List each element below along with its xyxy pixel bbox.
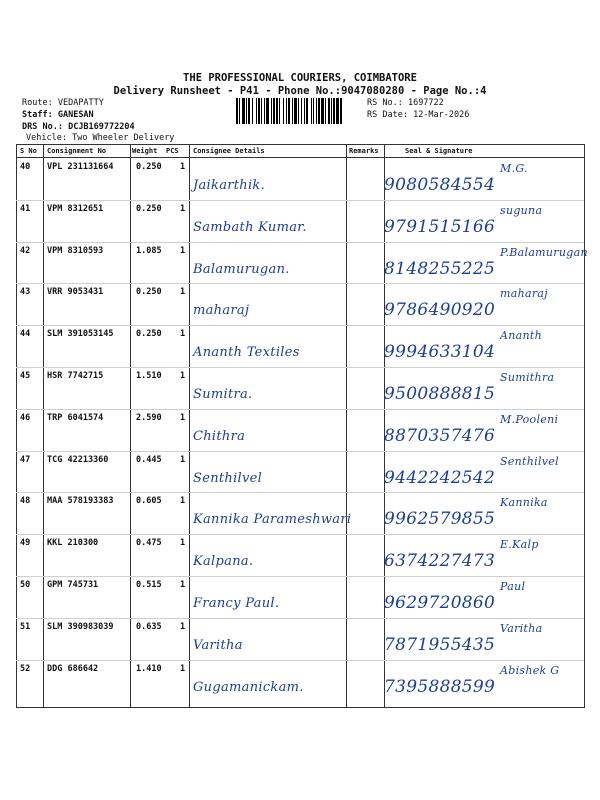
row-consignee-name: maharaj	[193, 303, 250, 319]
rs-date-line	[367, 110, 469, 120]
row-consignee-phone: 9994633104	[384, 342, 496, 363]
row-pcs: 1	[180, 496, 186, 507]
row-sno: 42	[20, 245, 31, 256]
row-consignee-name: Balamurugan.	[193, 261, 290, 277]
vehicle-line	[26, 133, 174, 143]
staff-label: Staff:	[22, 110, 53, 120]
table-bottom-border	[16, 707, 584, 708]
row-signature: Ananth	[500, 329, 542, 343]
row-consignee-phone: 8148255225	[384, 258, 496, 279]
row-consignment-no: VRR 9053431	[47, 287, 104, 298]
row-consignee-name: Sumitra.	[193, 387, 253, 402]
row-signature: Senthilvel	[500, 454, 559, 468]
col-header-consignee: Consignee Details	[193, 147, 265, 155]
row-pcs: 1	[180, 663, 186, 674]
col-divider	[43, 144, 44, 708]
row-weight: 1.510	[136, 371, 162, 381]
row-consignee-phone: 7871955435	[384, 634, 496, 655]
row-consignee-name: Chithra	[193, 428, 246, 444]
staff-value: GANESAN	[57, 110, 94, 120]
row-pcs: 1	[180, 454, 186, 465]
vehicle-value: Two Wheeler Delivery	[72, 133, 175, 143]
row-sno: 41	[20, 203, 31, 214]
row-consignee-phone: 9442242542	[384, 467, 496, 488]
row-consignment-no: SLM 391053145	[47, 329, 114, 340]
row-consignee-phone: 9500888815	[384, 384, 496, 404]
staff-line	[22, 110, 94, 120]
row-signature: Abishek G	[500, 663, 560, 677]
row-consignee-name: Francy Paul.	[193, 596, 280, 611]
row-signature: maharaj	[500, 287, 548, 301]
row-signature: Paul	[500, 580, 526, 593]
row-consignment-no: VPM 8310593	[47, 245, 104, 256]
row-weight: 1.085	[136, 245, 162, 256]
row-consignee-name: Senthilvel	[193, 470, 263, 486]
company-title: THE PROFESSIONAL COURIERS, COIMBATORE	[183, 72, 417, 84]
row-signature: Sumithra	[500, 371, 555, 384]
row-weight: 0.605	[136, 496, 162, 507]
runsheet-subtitle: Delivery Runsheet - P41 - Phone No.:9047080280 - Page No.:4	[113, 85, 487, 97]
row-consignee-name: Sambath Kumar.	[193, 219, 307, 235]
row-sno: 46	[20, 412, 31, 423]
row-sno: 40	[20, 162, 31, 172]
row-divider	[16, 576, 584, 577]
route-label: Route:	[22, 98, 53, 108]
col-header-consignment: Consignment No	[47, 147, 107, 155]
row-consignment-no: TCG 42213360	[47, 454, 109, 465]
row-sno: 43	[20, 287, 31, 298]
row-consignment-no: HSR 7742715	[47, 371, 104, 381]
row-consignee-phone: 6374227473	[384, 551, 496, 572]
row-pcs: 1	[180, 203, 186, 214]
row-consignee-phone: 8870357476	[384, 425, 496, 446]
row-pcs: 1	[180, 621, 186, 632]
row-weight: 0.635	[136, 621, 162, 632]
row-consignee-name: Ananth Textiles	[193, 345, 300, 361]
row-pcs: 1	[180, 245, 186, 256]
col-header-seal: Seal & Signature	[405, 147, 473, 155]
row-consignee-name: Varitha	[193, 637, 243, 653]
row-sno: 50	[20, 580, 31, 590]
row-signature: suguna	[500, 203, 543, 217]
row-consignee-phone: 9962579855	[384, 509, 496, 530]
col-header-weight: Weight	[132, 147, 158, 155]
row-consignee-phone: 9629720860	[384, 593, 496, 613]
col-divider	[189, 144, 190, 708]
route-line	[22, 98, 104, 108]
row-divider	[16, 451, 584, 452]
row-sno: 49	[20, 538, 31, 549]
row-consignee-phone: 9791515166	[384, 216, 496, 237]
row-sno: 44	[20, 329, 31, 340]
drs-value: DCJB169772204	[68, 122, 135, 132]
row-divider	[16, 200, 584, 201]
rs-no-label: RS No.:	[367, 98, 403, 108]
row-signature: Varitha	[500, 621, 543, 635]
row-pcs: 1	[180, 412, 186, 423]
row-weight: 0.475	[136, 538, 162, 549]
row-weight: 0.445	[136, 454, 162, 465]
row-divider	[16, 534, 584, 535]
row-pcs: 1	[180, 162, 186, 172]
row-sno: 45	[20, 371, 31, 381]
row-consignee-phone: 7395888599	[384, 676, 496, 697]
row-consignee-phone: 9786490920	[384, 300, 496, 321]
col-header-pcs: PCS	[166, 147, 179, 155]
row-divider	[16, 367, 584, 368]
col-divider	[16, 144, 17, 708]
row-signature: E.Kalp	[500, 538, 539, 552]
row-consignee-name: Gugamanickam.	[193, 679, 304, 695]
row-weight: 2.590	[136, 412, 162, 423]
row-consignment-no: VPL 231131664	[47, 162, 114, 172]
drs-label: DRS No.:	[22, 122, 63, 132]
route-value: VEDAPATTY	[57, 98, 104, 108]
table-header-border	[16, 157, 584, 158]
row-consignment-no: VPM 8312651	[47, 203, 104, 214]
row-sno: 52	[20, 663, 31, 674]
row-consignee-name: Kalpana.	[193, 554, 254, 570]
row-divider	[16, 660, 584, 661]
col-divider	[130, 144, 131, 708]
row-weight: 0.250	[136, 162, 162, 172]
row-signature: P.Balamurugan	[500, 245, 588, 259]
rs-no-line	[367, 98, 444, 108]
col-header-sno: S No	[20, 147, 37, 155]
row-divider	[16, 283, 584, 284]
row-divider	[16, 618, 584, 619]
row-signature: M.G.	[500, 162, 528, 175]
table-top-border	[16, 144, 584, 145]
row-consignment-no: TRP 6041574	[47, 412, 104, 423]
row-consignment-no: GPM 745731	[47, 580, 99, 590]
col-divider	[584, 144, 585, 708]
col-header-remarks: Remarks	[349, 147, 379, 155]
row-divider	[16, 409, 584, 410]
row-consignment-no: DDG 686642	[47, 663, 99, 674]
row-weight: 0.250	[136, 287, 162, 298]
row-pcs: 1	[180, 371, 186, 381]
row-weight: 0.250	[136, 203, 162, 214]
row-consignment-no: SLM 390983039	[47, 621, 114, 632]
row-weight: 0.250	[136, 329, 162, 340]
row-divider	[16, 492, 584, 493]
row-divider	[16, 325, 584, 326]
row-consignee-name: Jaikarthik.	[193, 178, 266, 193]
rs-date-value: 12-Mar-2026	[413, 110, 470, 120]
row-pcs: 1	[180, 580, 186, 590]
rs-date-label: RS Date:	[367, 110, 408, 120]
row-divider	[16, 242, 584, 243]
row-consignee-phone: 9080584554	[384, 175, 496, 195]
row-consignee-name: Kannika Parameshwari	[193, 512, 352, 528]
row-signature: M.Pooleni	[500, 412, 559, 426]
row-signature: Kannika	[500, 496, 548, 510]
row-weight: 1.410	[136, 663, 162, 674]
drs-line	[22, 122, 135, 132]
row-sno: 48	[20, 496, 31, 507]
row-consignment-no: MAA 578193383	[47, 496, 114, 507]
row-pcs: 1	[180, 538, 186, 549]
row-sno: 47	[20, 454, 31, 465]
vehicle-label: Vehicle:	[26, 133, 67, 143]
row-pcs: 1	[180, 329, 186, 340]
barcode	[236, 98, 364, 124]
row-sno: 51	[20, 621, 31, 632]
row-weight: 0.515	[136, 580, 162, 590]
row-pcs: 1	[180, 287, 186, 298]
col-divider	[346, 144, 347, 708]
row-consignment-no: KKL 210300	[47, 538, 99, 549]
rs-no-value: 1697722	[407, 98, 444, 108]
